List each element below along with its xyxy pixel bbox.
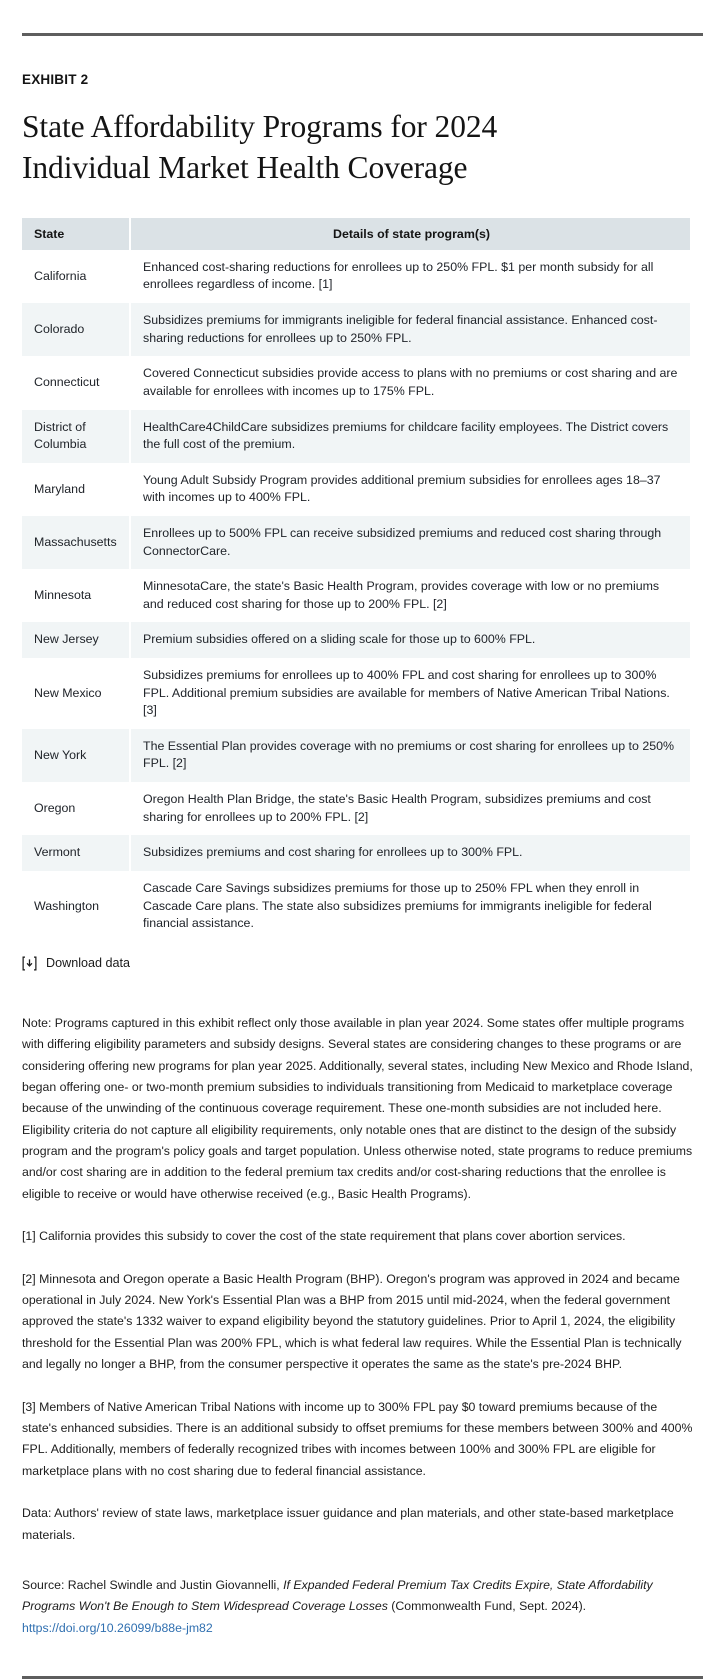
table-row: [22, 835, 690, 871]
table-row: [22, 871, 690, 942]
source-citation: [22, 1575, 694, 1639]
doi-link[interactable]: https://doi.org/10.26099/b88e-jm82: [22, 1620, 213, 1635]
column-header-details: Details of state program(s): [130, 218, 690, 250]
table-row: [22, 729, 690, 782]
table-row: [22, 410, 690, 463]
cell-state: Massachusetts: [22, 516, 130, 569]
cell-state: California: [22, 250, 130, 303]
cell-details: MinnesotaCare, the state's Basic Health Program, provides coverage with low or no premiums and reduced cost sharing for those up to 200% FPL. [2]: [130, 569, 690, 622]
footnote-3: [3] Members of Native American Tribal Nations with income up to 300% FPL pay $0 toward premiums because of the state's enhanced subsidies. There is an additional subsidy to offset premiums for these members between 300% and 400% FPL. Additionally, members of federally recognized tribes with incomes between 100% and 300% FPL are eligible for marketplace plans with no cost sharing due to federal financial assistance.: [22, 1399, 693, 1478]
cell-state: New York: [22, 729, 130, 782]
page-title: State Affordability Programs for 2024 Individual Market Health Coverage: [22, 109, 498, 185]
cell-state: Vermont: [22, 835, 130, 871]
table-row: [22, 356, 690, 409]
top-divider: [22, 33, 703, 36]
notes-spacer: [22, 1567, 703, 1575]
cell-state: New Mexico: [22, 658, 130, 729]
table-row: [22, 569, 690, 622]
table-header-row: [22, 218, 690, 250]
notes-section: [22, 1013, 703, 1639]
download-icon: [22, 956, 37, 971]
table-row: [22, 463, 690, 516]
download-data-button[interactable]: [22, 956, 130, 971]
cell-state: New Jersey: [22, 622, 130, 658]
table-row: [22, 782, 690, 835]
source-prefix: Source: Rachel Swindle and Justin Giovannelli,: [22, 1577, 284, 1592]
cell-details: The Essential Plan provides coverage with no premiums or cost sharing for enrollees up to 250% FPL. [2]: [130, 729, 690, 782]
cell-state: Oregon: [22, 782, 130, 835]
table-header: [22, 218, 690, 250]
cell-details: Cascade Care Savings subsidizes premiums for those up to 250% FPL when they enroll in Cascade Care plans. The state also subsidizes premiums for immigrants ineligible for federal financial assistance.: [130, 871, 690, 942]
download-data-label: Download data: [46, 956, 131, 971]
table-row: [22, 516, 690, 569]
state-programs-table: [22, 218, 690, 942]
cell-details: HealthCare4ChildCare subsidizes premiums for childcare facility employees. The District covers the full cost of the premium.: [130, 410, 690, 463]
cell-details: Premium subsidies offered on a sliding scale for those up to 600% FPL.: [130, 622, 690, 658]
cell-state: Maryland: [22, 463, 130, 516]
cell-details: Subsidizes premiums for enrollees up to 400% FPL and cost sharing for enrollees up to 300% FPL. Additional premium subsidies are available for members of Native American Tribal Nations. [3]: [130, 658, 690, 729]
table-row: [22, 622, 690, 658]
cell-state: Connecticut: [22, 356, 130, 409]
cell-details: Oregon Health Plan Bridge, the state's Basic Health Program, subsidizes premiums and cost sharing for enrollees up to 200% FPL. [2]: [130, 782, 690, 835]
table-row: [22, 658, 690, 729]
cell-details: Young Adult Subsidy Program provides additional premium subsidies for enrollees ages 18–37 with incomes up to 400% FPL.: [130, 463, 690, 516]
note-paragraph: Note: Programs captured in this exhibit reflect only those available in plan year 2024. Some states offer multiple programs with differing eligibility parameters and subsidy designs. Several states are considering changes to these programs or are considering offering new programs for plan year 2025. Additionally, several states, including New Mexico and Rhode Island, began offering one- or two-month premium subsidies to individuals transitioning from Medicaid to marketplace coverage because of the unwinding of the continuous coverage requirement. These one-month subsidies are not included here. Eligibility criteria do not capture all eligibility requirements, only notable ones that are distinct to the design of the subsidy program and the program's policy goals and target population. Unless otherwise noted, state programs to reduce premiums and/or cost sharing are in addition to the federal premium tax credits and/or cost-sharing reductions that the enrollee is eligible to receive or would have otherwise received (e.g., Basic Health Programs).: [22, 1015, 693, 1201]
footnote-1: [1] California provides this subsidy to cover the cost of the state requirement that plans cover abortion services.: [22, 1229, 626, 1244]
table-row: [22, 303, 690, 356]
cell-state: Minnesota: [22, 569, 130, 622]
cell-details: Subsidizes premiums for immigrants ineligible for federal financial assistance. Enhanced cost-sharing reductions for enrollees up to 250% FPL.: [130, 303, 690, 356]
source-title: If Expanded Federal Premium Tax Credits Expire, State Affordability Programs Won't Be Enough to Stem Widespread Coverage Losses: [22, 1577, 653, 1614]
footnote-2: [2] Minnesota and Oregon operate a Basic Health Program (BHP). Oregon's program was approved in 2024 and became operational in July 2024. New York's Essential Plan was a BHP from 2015 until mid-2024, when the federal government approved the state's 1332 waiver to expand eligibility beyond the statutory guidelines. Prior to April 1, 2024, the eligibility threshold for the Essential Plan was 200% FPL, which is what federal law requires. While the Essential Plan is technically and legally no longer a BHP, from the consumer perspective it operates the same as the state's pre-2024 BHP.: [22, 1271, 682, 1372]
cell-details: Enhanced cost-sharing reductions for enrollees up to 250% FPL. $1 per month subsidy for all enrollees regardless of income. [1]: [130, 250, 690, 303]
exhibit-page: [0, 33, 725, 1679]
cell-state: Washington: [22, 871, 130, 942]
column-header-state: State: [22, 218, 130, 250]
table-body: [22, 250, 690, 942]
cell-details: Covered Connecticut subsidies provide access to plans with no premiums or cost sharing and are available for enrollees with incomes up to 175% FPL.: [130, 356, 690, 409]
exhibit-label: EXHIBIT 2: [22, 72, 89, 87]
cell-state: Colorado: [22, 303, 130, 356]
data-source-note: Data: Authors' review of state laws, marketplace issuer guidance and plan materials, and other state-based marketplace materials.: [22, 1506, 674, 1542]
cell-state: District of Columbia: [22, 410, 130, 463]
source-suffix: (Commonwealth Fund, Sept. 2024).: [387, 1599, 587, 1614]
table-row: [22, 250, 690, 303]
cell-details: Subsidizes premiums and cost sharing for enrollees up to 300% FPL.: [130, 835, 690, 871]
cell-details: Enrollees up to 500% FPL can receive subsidized premiums and reduced cost sharing through ConnectorCare.: [130, 516, 690, 569]
